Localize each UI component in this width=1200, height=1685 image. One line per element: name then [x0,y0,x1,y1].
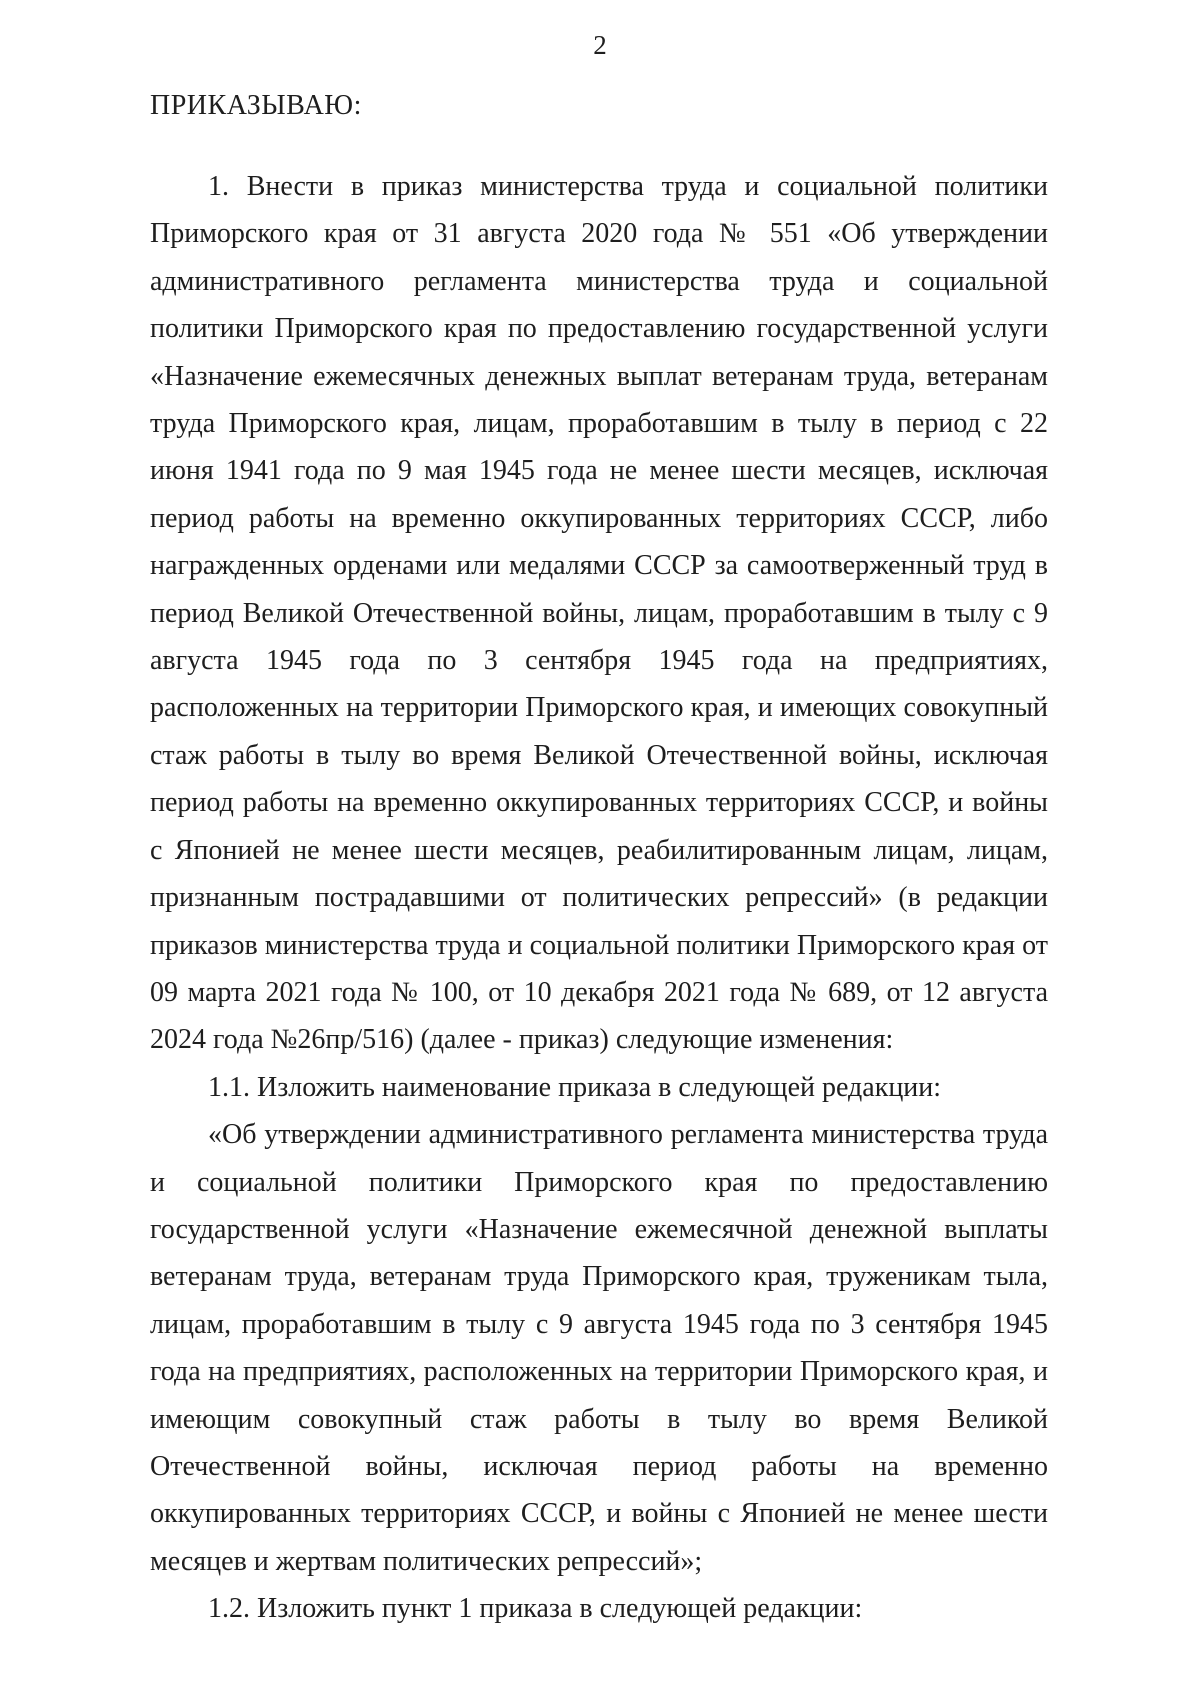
paragraph-quoted-title: «Об утверждении административного регламента министерства труда и социальной политики Приморского края по предоставлению государственной услуги «Назначение ежемесячной денежной выплаты ветеранам труда, ветеранам труда Приморского края, труженикам тыла, лицам, проработавшим в тылу с 9 августа 1945 года по 3 сентября 1945 года на предприятиях, расположенных на территории Приморского края, и имеющим совокупный стаж работы в тылу во время Великой Отечественной войны, исключая период работы на временно оккупированных территориях СССР, и войны с Японией не менее шести месяцев и жертвам политических репрессий»; [150,1119,1048,1577]
paragraph-1: 1. Внести в приказ министерства труда и социальной политики Приморского края от 31 августа 2020 года № 551 «Об утверждении административного регламента министерства труда и социальной политики Приморского края по предоставлению государственной услуги «Назначение ежемесячных денежных выплат ветеранам труда, ветеранам труда Приморского края, лицам, проработавшим в тылу в период с 22 июня 1941 года по 9 мая 1945 года не менее шести месяцев, исключая период работы на временно оккупированных территориях СССР, либо награжденных орденами или медалями СССР за самоотверженный труд в период Великой Отечественной войны, лицам, проработавшим в тылу с 9 августа 1945 года по 3 сентября 1945 года на предприятиях, расположенных на территории Приморского края, и имеющих совокупный стаж работы в тылу во время Великой Отечественной войны, исключая период работы на временно оккупированных территориях СССР, и войны с Японией не менее шести месяцев, реабилитированным лицам, лицам, признанным пострадавшими от политических репрессий» (в редакции приказов министерства труда и социальной политики Приморского края от 09 марта 2021 года № 100, от 10 декабря 2021 года № 689, от 12 августа 2024 года №26пр/516) (далее - приказ) следующие изменения: [150,171,1048,1056]
paragraph-1-1: 1.1. Изложить наименование приказа в следующей редакции: [208,1071,942,1103]
paragraph-1-2: 1.2. Изложить пункт 1 приказа в следующей редакции: [208,1593,863,1625]
order-heading: ПРИКАЗЫВАЮ: [150,90,362,121]
document-body [150,163,1048,1633]
page-number: 2 [593,30,607,60]
